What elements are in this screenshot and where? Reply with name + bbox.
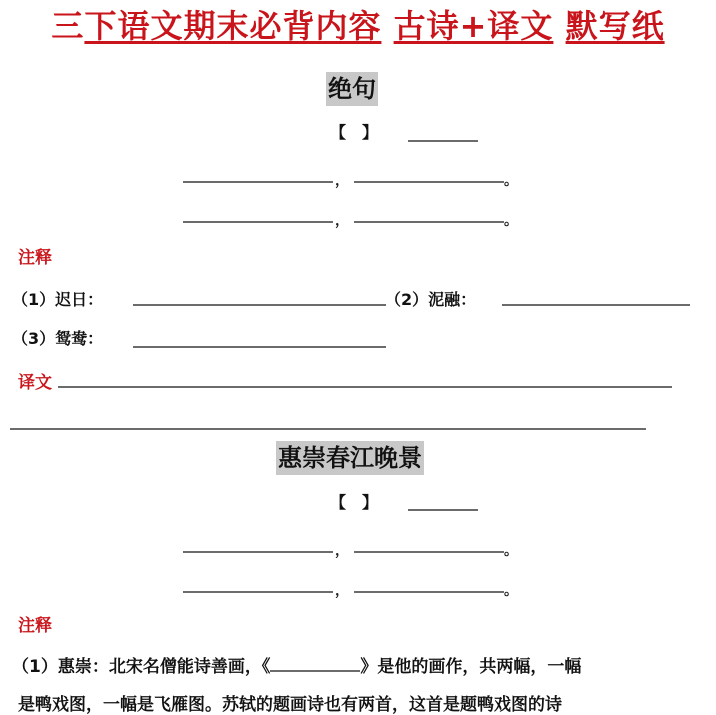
poem-line-blank[interactable] xyxy=(354,221,504,223)
author-blank[interactable] xyxy=(408,509,478,511)
poem-line-blank[interactable] xyxy=(354,181,504,183)
dynasty-bracket-close: 】 xyxy=(362,123,379,142)
dynasty-bracket-close: 】 xyxy=(362,493,379,512)
notes-label: 注释 xyxy=(18,616,52,636)
period: 。 xyxy=(504,543,518,559)
note-blank[interactable] xyxy=(133,346,386,348)
poem-line-blank[interactable] xyxy=(183,591,333,593)
poem-line-blank[interactable] xyxy=(183,181,333,183)
translation-label: 译文 xyxy=(18,373,52,393)
period: 。 xyxy=(504,583,518,599)
title-part: 古诗+译文 xyxy=(393,7,554,45)
dynasty-bracket-open: 【 xyxy=(330,493,347,512)
period: 。 xyxy=(504,173,518,189)
note-blank[interactable] xyxy=(133,304,386,306)
translation-blank[interactable] xyxy=(58,386,672,388)
title-part: 三 xyxy=(51,7,85,45)
poem-line-blank[interactable] xyxy=(183,551,333,553)
note-continuation: 是鸭戏图，一幅是飞雁图。苏轼的题画诗也有两首，这首是题鸭戏图的诗 xyxy=(18,695,562,715)
comma: ， xyxy=(335,583,349,599)
comma: ， xyxy=(335,173,349,189)
poem-title: 绝句 xyxy=(326,72,378,106)
notes-label: 注释 xyxy=(18,248,52,268)
comma: ， xyxy=(335,213,349,229)
note-paragraph xyxy=(12,652,581,677)
title-part: 下语文期末必背内容 xyxy=(84,7,382,45)
title-part: 默写纸 xyxy=(565,7,665,45)
translation-blank[interactable] xyxy=(10,428,646,430)
document-title xyxy=(0,6,716,46)
note-text: 》是他的画作，共两幅，一幅 xyxy=(360,657,582,677)
period: 。 xyxy=(504,213,518,229)
comma: ， xyxy=(335,543,349,559)
author-blank[interactable] xyxy=(408,140,478,142)
note-label: （2）泥融： xyxy=(385,290,477,309)
poem-line-blank[interactable] xyxy=(354,551,504,553)
note-text: （1）惠崇：北宋名僧能诗善画，《 xyxy=(12,657,271,677)
note-label: （1）迟日： xyxy=(12,290,104,309)
poem-line-blank[interactable] xyxy=(183,221,333,223)
note-blank[interactable] xyxy=(502,304,690,306)
poem-line-blank[interactable] xyxy=(354,591,504,593)
dynasty-bracket-open: 【 xyxy=(330,123,347,142)
note-label: （3）鸳鸯： xyxy=(12,329,104,348)
poem-title: 惠崇春江晚景 xyxy=(276,441,424,475)
painting-name-blank[interactable] xyxy=(270,656,360,672)
